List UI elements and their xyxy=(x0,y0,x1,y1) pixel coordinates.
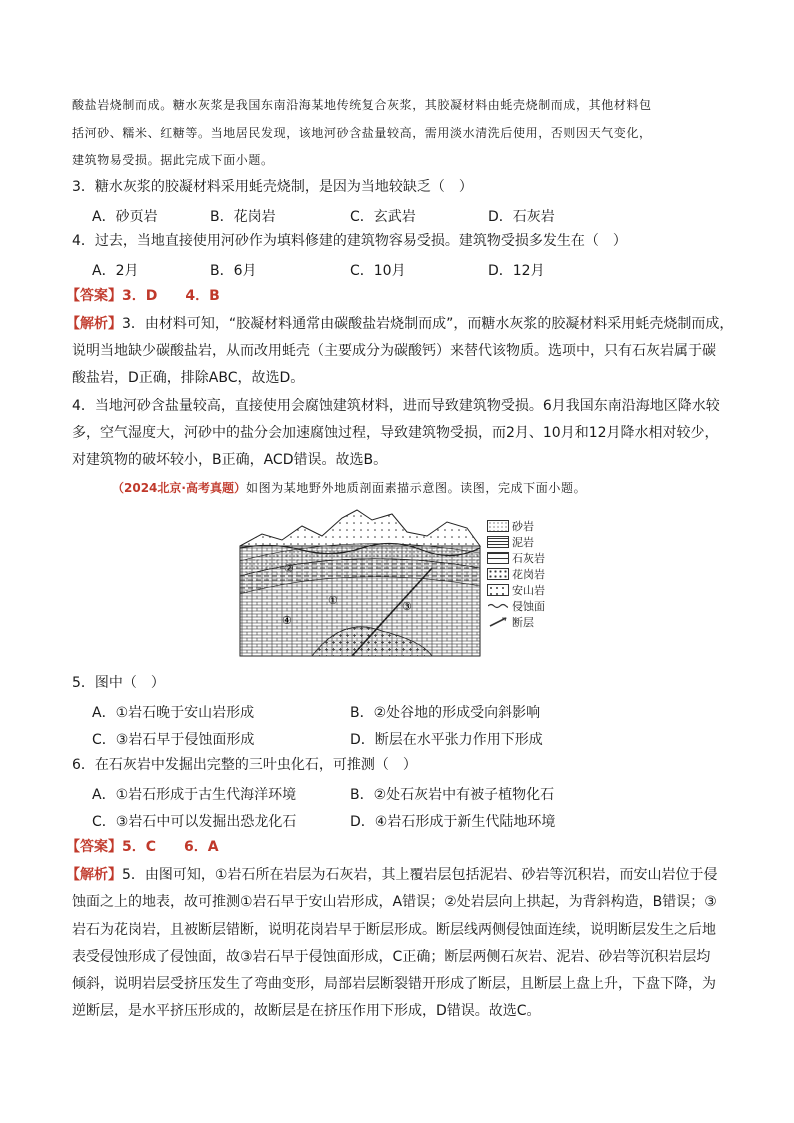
analysis-2-line-4: 表受侵蚀形成了侵蚀面，故③岩石早于侵蚀面形成，C正确；断层两侧石灰岩、泥岩、砂岩等沉积岩层均 xyxy=(72,949,711,965)
analysis-1-line-3: 酸盐岩，D正确，排除ABC，故选D。 xyxy=(72,370,305,386)
marker-1: ① xyxy=(328,594,338,607)
question-5-option-d[interactable]: D．断层在水平张力作用下形成 xyxy=(350,732,543,748)
legend-label: 泥岩 xyxy=(512,536,534,549)
question-6-stem: 6．在石灰岩中发掘出完整的三叶虫化石，可推测（ ） xyxy=(72,757,417,773)
intro-line-1: 酸盐岩烧制而成。糖水灰浆是我国东南沿海某地传统复合灰浆，其胶凝材料由蚝壳烧制而成，其他材料包 xyxy=(72,98,652,112)
question-5-option-c[interactable]: C．③岩石早于侵蚀面形成 xyxy=(92,732,255,748)
analysis-1-line-6: 对建筑物的破坏较小，B正确，ACD错误。故选B。 xyxy=(72,452,388,468)
question-5-option-b[interactable]: B．②处谷地的形成受向斜影响 xyxy=(350,705,541,721)
question-6-option-b[interactable]: B．②处石灰岩中有被子植物化石 xyxy=(350,787,555,803)
marker-4: ④ xyxy=(282,614,292,627)
fault-swatch xyxy=(487,616,509,628)
legend-label: 花岗岩 xyxy=(512,568,545,581)
question-3-option-b[interactable]: B．花岗岩 xyxy=(210,209,276,225)
question-3-option-a[interactable]: A．砂页岩 xyxy=(92,209,158,225)
question-5-option-a[interactable]: A．①岩石晚于安山岩形成 xyxy=(92,705,255,721)
analysis-label: 【解析】 xyxy=(66,316,122,332)
wave-icon xyxy=(488,601,508,611)
legend-label: 断层 xyxy=(512,616,534,629)
source-text: 如图为某地野外地质剖面素描示意图。读图，完成下面小题。 xyxy=(245,481,587,495)
legend-label: 砂岩 xyxy=(512,520,534,533)
answer-label: 【答案】 xyxy=(66,288,122,304)
analysis-2-text-1: 5．由图可知，①岩石所在岩层为石灰岩，其上覆岩层包括泥岩、砂岩等沉积岩，而安山岩位于侵 xyxy=(122,867,718,883)
analysis-2-line-6: 逆断层，是水平挤压形成的，故断层是在挤压作用下形成，D错误。故选C。 xyxy=(72,1003,541,1019)
fault-icon xyxy=(488,617,508,627)
analysis-label: 【解析】 xyxy=(66,867,122,883)
legend-label: 安山岩 xyxy=(512,584,545,597)
analysis-2-line-3: 岩石为花岗岩，且被断层错断，说明花岗岩早于断层形成。断层线两侧侵蚀面连续，说明断层发生之后地 xyxy=(72,922,716,938)
limestone-swatch xyxy=(487,552,509,564)
analysis-1-line-1 xyxy=(66,315,733,333)
erosion-surface-swatch xyxy=(487,600,509,612)
answer-label: 【答案】 xyxy=(66,839,122,855)
analysis-1-line-5: 多，空气湿度大，河砂中的盐分会加速腐蚀过程，导致建筑物受损，而2月、10月和12月降水相对较少， xyxy=(72,425,719,441)
question-6-option-d[interactable]: D．④岩石形成于新生代陆地环境 xyxy=(350,814,556,830)
andesite-swatch xyxy=(487,584,509,596)
granite-swatch xyxy=(487,568,509,580)
question-6-option-c[interactable]: C．③岩石中可以发掘出恐龙化石 xyxy=(92,814,297,830)
question-4-option-a[interactable]: A．2月 xyxy=(92,263,139,279)
question-6-option-a[interactable]: A．①岩石形成于古生代海洋环境 xyxy=(92,787,297,803)
answer-block-2 xyxy=(66,838,219,856)
legend-label: 侵蚀面 xyxy=(512,600,545,613)
question-4-stem: 4．过去，当地直接使用河砂作为填料修建的建筑物容易受损。建筑物受损多发生在（ ） xyxy=(72,233,627,249)
answer-block-1 xyxy=(66,287,220,305)
analysis-1-line-2: 说明当地缺少碳酸盐岩，从而改用蚝壳（主要成分为碳酸钙）来替代该物质。选项中，只有石灰岩属于碳 xyxy=(72,343,716,359)
marker-3: ③ xyxy=(402,600,412,613)
answer-text: 5．C 6．A xyxy=(122,839,219,855)
question-3-option-d[interactable]: D．石灰岩 xyxy=(488,209,555,225)
marker-2: ② xyxy=(284,562,294,575)
source-line xyxy=(112,479,586,497)
intro-line-3: 建筑物易受损。据此完成下面小题。 xyxy=(72,153,274,167)
question-3-stem: 3．糖水灰浆的胶凝材料采用蚝壳烧制，是因为当地较缺乏（ ） xyxy=(72,179,473,195)
mudstone-swatch xyxy=(487,536,509,548)
source-tag: （2024北京·高考真题） xyxy=(112,481,246,495)
analysis-1-line-4: 4．当地河砂含盐量较高，直接使用会腐蚀建筑材料，进而导致建筑物受损。6月我国东南沿海地区降水较 xyxy=(72,398,720,414)
analysis-1-text-1: 3．由材料可知，“胶凝材料通常由碳酸盐岩烧制而成”，而糖水灰浆的胶凝材料采用蚝壳烧制而成， xyxy=(122,316,734,332)
question-4-option-d[interactable]: D．12月 xyxy=(488,263,545,279)
answer-text: 3．D 4．B xyxy=(122,288,220,304)
analysis-2-line-5: 倾斜，说明岩层受挤压发生了弯曲变形，局部岩层断裂错开形成了断层，且断层上盘上升，下盘下降，为 xyxy=(72,976,716,992)
question-4-option-b[interactable]: B．6月 xyxy=(210,263,257,279)
intro-line-2: 括河砂、糯米、红糖等。当地居民发现，该地河砂含盐量较高，需用淡水清洗后使用，否则因天气变化， xyxy=(72,126,652,140)
sandstone-swatch xyxy=(487,520,509,532)
question-4-option-c[interactable]: C．10月 xyxy=(350,263,406,279)
question-3-option-c[interactable]: C．玄武岩 xyxy=(350,209,416,225)
legend-label: 石灰岩 xyxy=(512,552,545,565)
question-5-stem: 5．图中（ ） xyxy=(72,675,165,691)
analysis-2-line-1 xyxy=(66,866,717,884)
analysis-2-line-2: 蚀面之上的地表，故可推测①岩石早于安山岩形成，A错误；②处岩层向上拱起，为背斜构造，B错误；③ xyxy=(72,894,717,910)
